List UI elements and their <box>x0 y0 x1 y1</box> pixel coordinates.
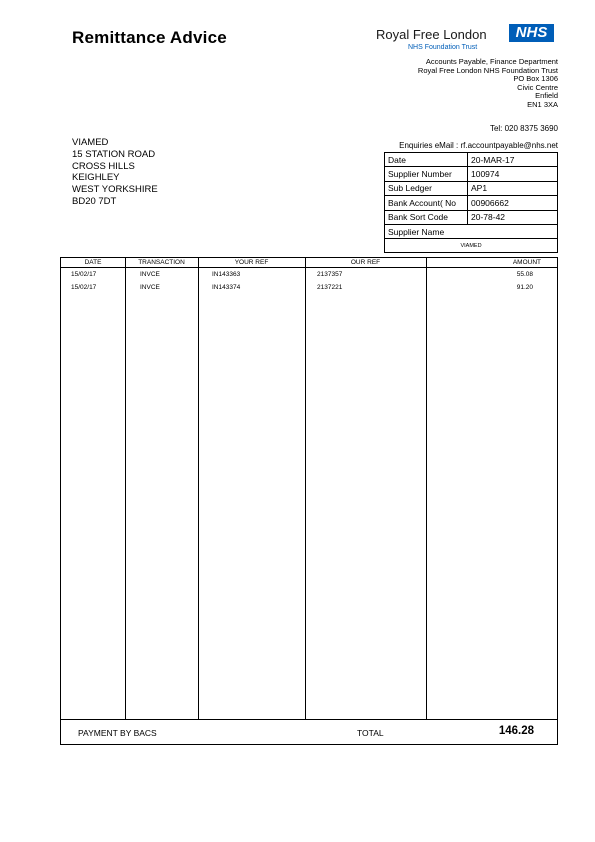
info-label: Bank Account( No <box>385 196 468 210</box>
payment-method: PAYMENT BY BACS <box>78 728 157 738</box>
info-table <box>384 152 558 239</box>
row-your-ref: IN143363 <box>212 271 241 278</box>
info-row <box>385 210 558 224</box>
address-line: Civic Centre <box>517 82 558 92</box>
row-amount: 91.20 <box>516 284 533 291</box>
info-value: 00906662 <box>468 196 558 210</box>
nhs-logo: NHS <box>509 24 554 42</box>
row-our-ref: 2137357 <box>317 271 343 278</box>
info-row <box>385 196 558 210</box>
info-value: 20-MAR-17 <box>468 153 558 167</box>
info-value: AP1 <box>468 181 558 195</box>
address-line: PO Box 1306 <box>513 74 558 84</box>
info-row <box>385 153 558 167</box>
supplier-line: KEIGHLEY <box>72 172 120 184</box>
col-header-amount: AMOUNT <box>512 259 541 266</box>
supplier-line: CROSS HILLS <box>72 160 135 172</box>
supplier-address <box>72 137 158 208</box>
org-name: Royal Free London <box>376 27 487 42</box>
col-header-our-ref: OUR REF <box>350 259 381 266</box>
row-date: 15/02/17 <box>71 284 97 291</box>
col-header-your-ref: YOUR REF <box>234 259 269 266</box>
supplier-name-value: VIAMED <box>384 239 558 253</box>
document-title: Remittance Advice <box>72 28 227 47</box>
supplier-line: WEST YORKSHIRE <box>72 184 158 196</box>
info-value: 20-78-42 <box>468 210 558 224</box>
address-line: Enfield <box>535 91 558 101</box>
enquiries-email: Enquiries eMail : rf.accountpayable@nhs.net <box>399 141 558 150</box>
info-value: 100974 <box>468 167 558 181</box>
column-divider <box>198 258 199 719</box>
row-date: 15/02/17 <box>71 271 97 278</box>
row-amount: 55.08 <box>516 271 533 278</box>
info-label: Sub Ledger <box>385 181 468 195</box>
supplier-line: VIAMED <box>72 137 109 148</box>
info-row <box>385 224 558 238</box>
row-our-ref: 2137221 <box>317 284 343 291</box>
supplier-name-label: Supplier Name <box>385 224 558 238</box>
column-divider <box>125 258 126 719</box>
info-row <box>385 181 558 195</box>
org-subtitle: NHS Foundation Trust <box>408 44 478 51</box>
supplier-line: BD20 7DT <box>72 195 117 207</box>
transactions-table <box>60 257 558 745</box>
telephone: Tel: 020 8375 3690 <box>489 124 558 133</box>
column-divider <box>426 258 427 719</box>
info-label: Bank Sort Code <box>385 210 468 224</box>
row-your-ref: IN143374 <box>212 284 241 291</box>
address-line: Accounts Payable, Finance Department <box>425 57 558 66</box>
supplier-line: 15 STATION ROAD <box>72 148 156 160</box>
header-divider <box>61 267 557 268</box>
footer-divider <box>61 719 557 720</box>
info-label: Supplier Number <box>385 167 468 181</box>
info-row <box>385 167 558 181</box>
info-label: Date <box>385 153 468 167</box>
column-divider <box>305 258 306 719</box>
address-line: Royal Free London NHS Foundation Trust <box>417 65 558 75</box>
row-transaction: INVCE <box>140 271 160 278</box>
col-header-date: DATE <box>84 259 102 266</box>
address-line: EN1 3XA <box>527 100 558 109</box>
row-transaction: INVCE <box>140 284 160 291</box>
col-header-transaction: TRANSACTION <box>138 259 185 266</box>
total-label: TOTAL <box>357 728 384 738</box>
total-value: 146.28 <box>498 725 534 737</box>
